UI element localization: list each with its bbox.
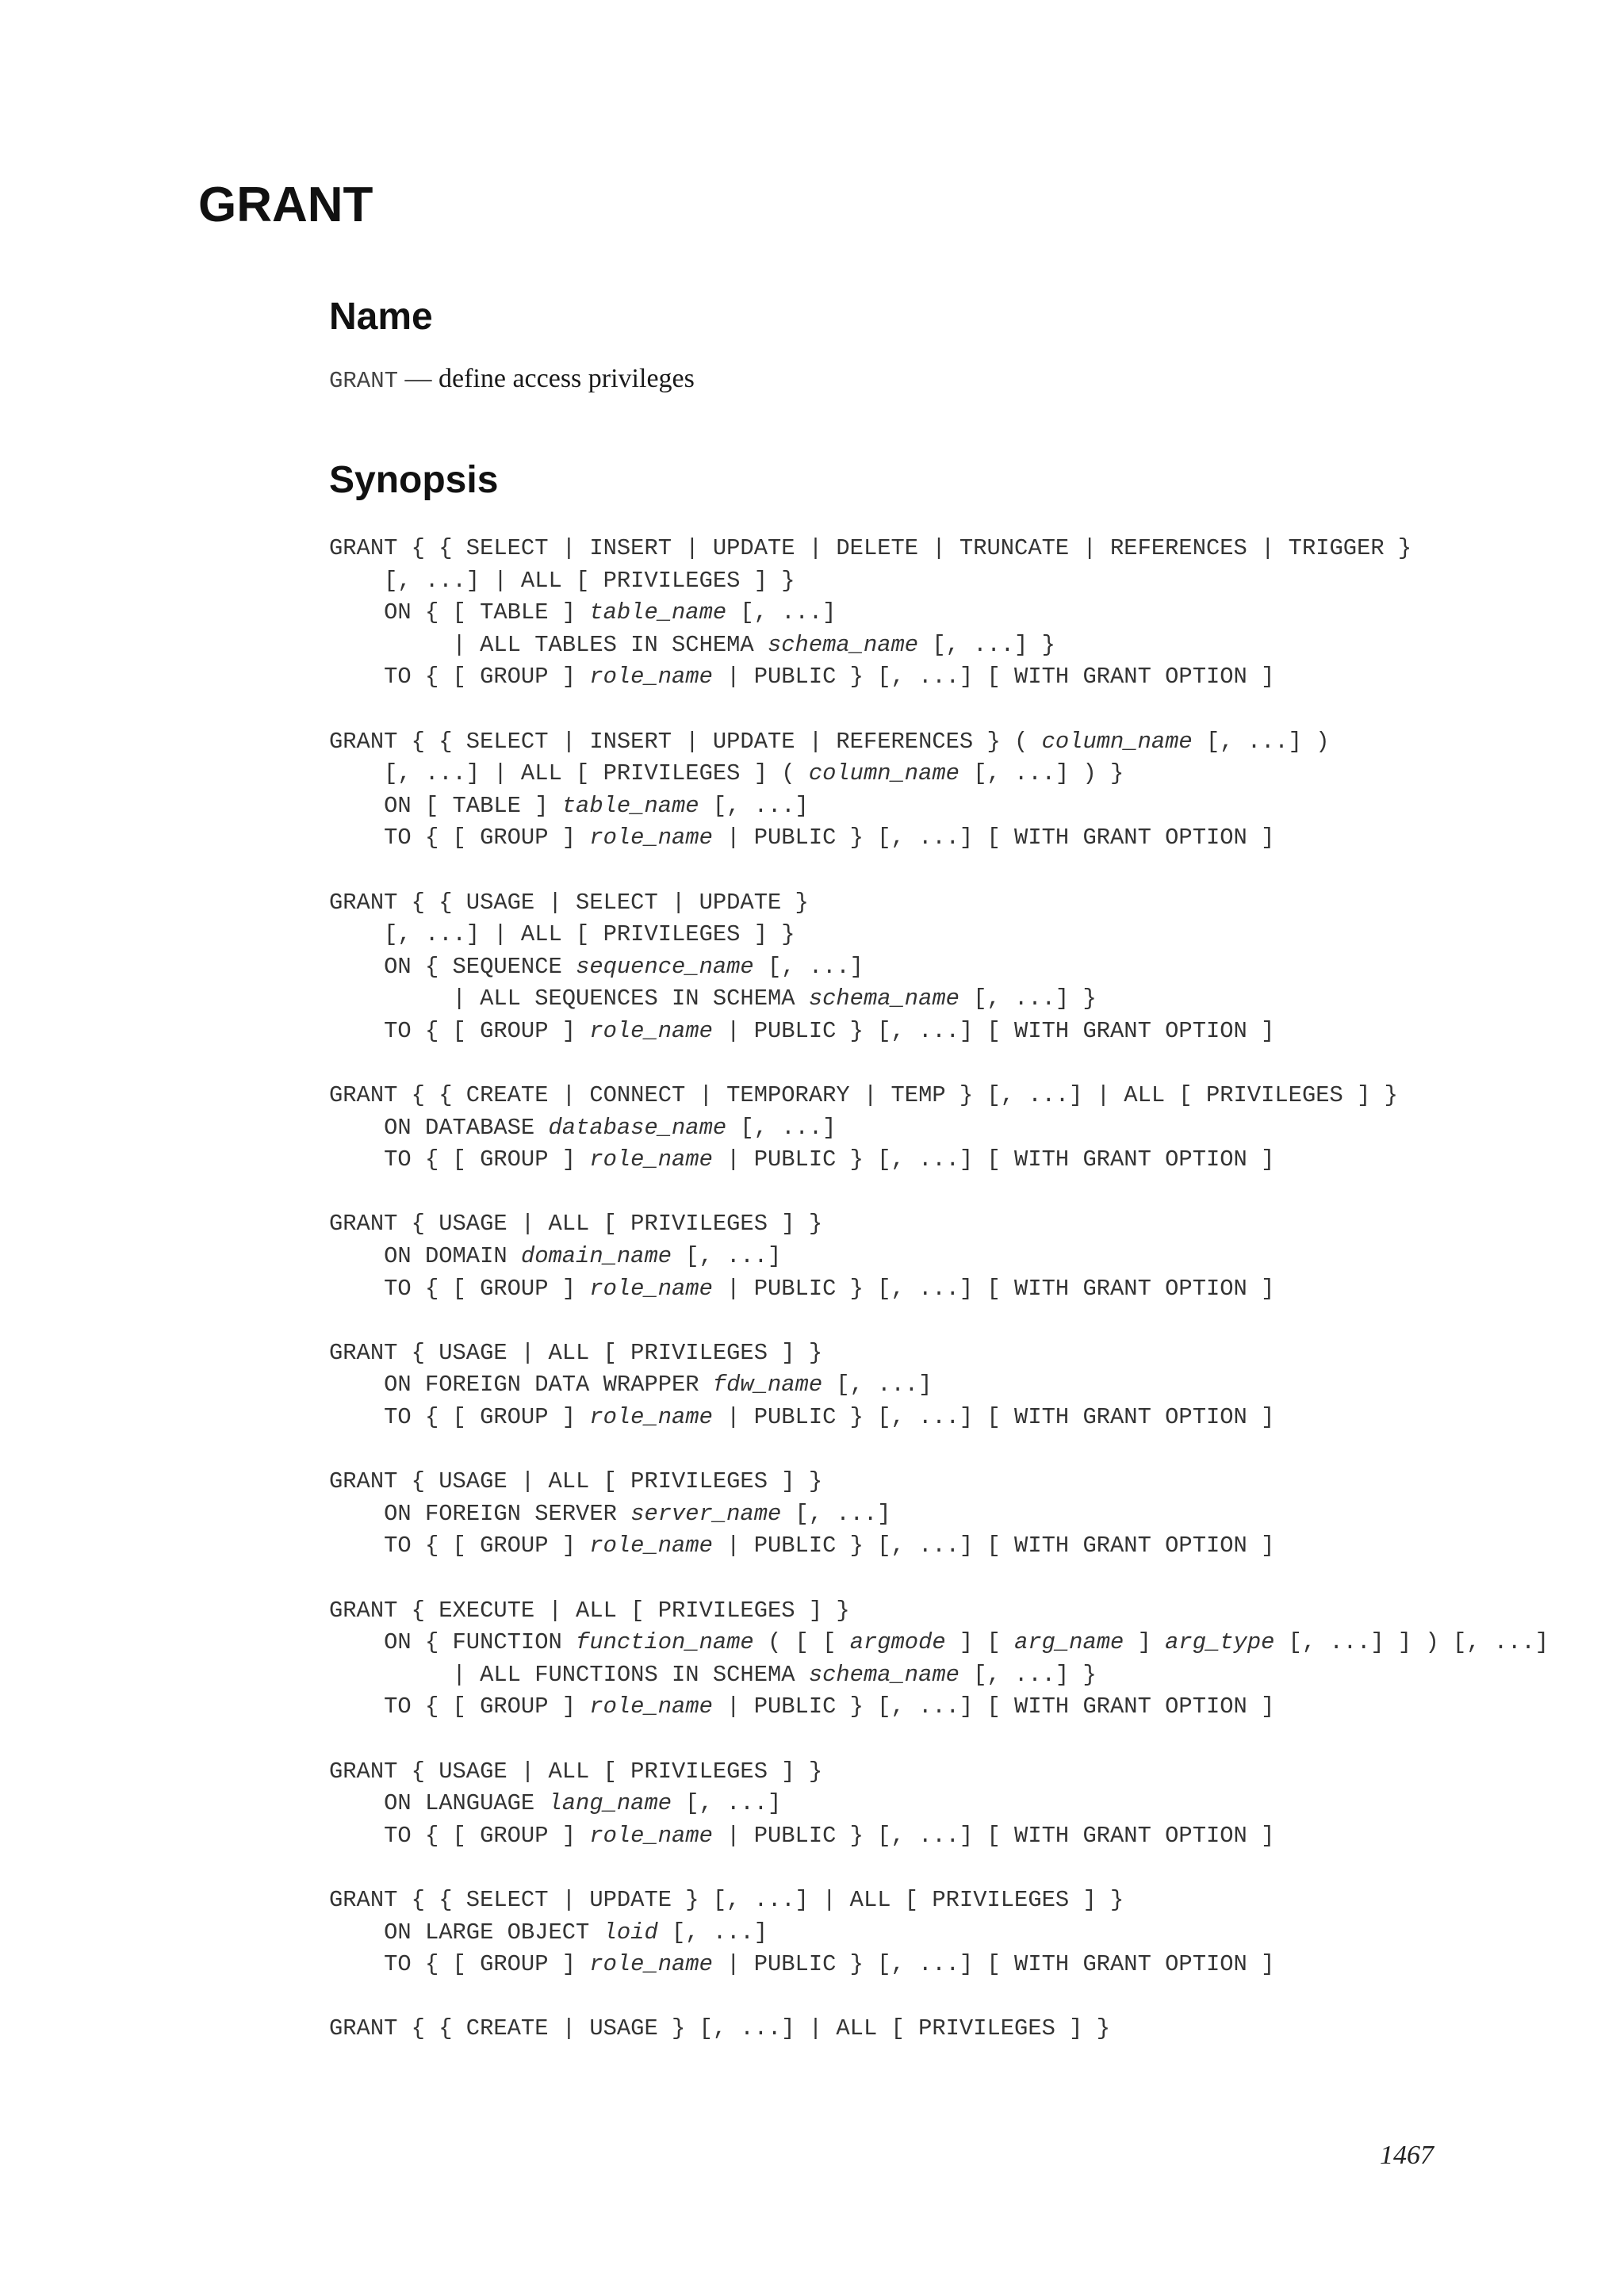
synopsis-text: [, ...]: [822, 1372, 933, 1399]
synopsis-placeholder: role_name: [589, 1146, 713, 1173]
synopsis-text: ON LANGUAGE: [329, 1790, 549, 1817]
synopsis-line: [329, 1498, 1549, 1531]
synopsis-line: [329, 1369, 1549, 1402]
synopsis-line: [329, 1402, 1549, 1434]
synopsis-text: [, ...]: [726, 1114, 837, 1141]
synopsis-line: [329, 597, 1549, 629]
command-name: GRANT: [329, 368, 399, 394]
synopsis-placeholder: table_name: [589, 599, 727, 626]
synopsis-text: ON DOMAIN: [329, 1243, 521, 1270]
synopsis-line: [329, 1595, 1549, 1628]
synopsis-text: [, ...]: [672, 1790, 782, 1817]
synopsis-placeholder: arg_name: [1014, 1629, 1124, 1656]
synopsis-line: [329, 1659, 1549, 1692]
synopsis-placeholder: role_name: [589, 1533, 713, 1559]
synopsis-text: ON { [ TABLE ]: [329, 599, 590, 626]
synopsis-line: [329, 1144, 1549, 1177]
synopsis-placeholder: role_name: [589, 825, 713, 851]
synopsis-text: TO { [ GROUP ]: [329, 664, 590, 691]
synopsis-line: [329, 1112, 1549, 1145]
synopsis-placeholder: loid: [603, 1919, 658, 1946]
synopsis-text: | ALL SEQUENCES IN SCHEMA: [329, 985, 809, 1012]
synopsis-text: TO { [ GROUP ]: [329, 1822, 590, 1849]
synopsis-line: [329, 1273, 1549, 1306]
synopsis-line: [329, 1208, 1549, 1241]
synopsis-text: | PUBLIC } [, ...] [ WITH GRANT OPTION ]: [712, 1146, 1275, 1173]
synopsis-line: [329, 1756, 1549, 1789]
synopsis-text: GRANT { EXECUTE | ALL [ PRIVILEGES ] }: [329, 1597, 850, 1624]
synopsis-text: TO { [ GROUP ]: [329, 825, 590, 851]
synopsis-text: GRANT { USAGE | ALL [ PRIVILEGES ] }: [329, 1339, 823, 1366]
synopsis-blank-line: [329, 1305, 1549, 1337]
synopsis-text: [, ...] }: [959, 985, 1097, 1012]
page-number: 1467: [1380, 2141, 1434, 2170]
synopsis-line: [329, 1820, 1549, 1853]
synopsis-blank-line: [329, 1981, 1549, 2014]
synopsis-blank-line: [329, 1852, 1549, 1885]
synopsis-text: [, ...] | ALL [ PRIVILEGES ] (: [329, 760, 809, 787]
synopsis-placeholder: schema_name: [808, 1661, 959, 1688]
synopsis-placeholder: role_name: [589, 1822, 713, 1849]
synopsis-text: GRANT { USAGE | ALL [ PRIVILEGES ] }: [329, 1468, 823, 1495]
synopsis-text: [, ...] ] ) [, ...]: [1274, 1629, 1549, 1656]
synopsis-line: [329, 726, 1549, 759]
synopsis-placeholder: function_name: [576, 1629, 754, 1656]
synopsis-text: ON FOREIGN DATA WRAPPER: [329, 1372, 713, 1399]
synopsis-line: [329, 1885, 1549, 1917]
synopsis-text: ON { SEQUENCE: [329, 953, 576, 980]
synopsis-text: TO { [ GROUP ]: [329, 1404, 590, 1431]
synopsis-text: [, ...]: [699, 792, 809, 819]
synopsis-text: ON [ TABLE ]: [329, 792, 562, 819]
synopsis-line: [329, 887, 1549, 920]
page-title: GRANT: [198, 178, 373, 232]
synopsis-text: [, ...]: [781, 1500, 891, 1527]
synopsis-blank-line: [329, 1177, 1549, 1209]
synopsis-text: | PUBLIC } [, ...] [ WITH GRANT OPTION ]: [712, 1275, 1275, 1302]
synopsis-line: [329, 951, 1549, 984]
synopsis-text: | ALL TABLES IN SCHEMA: [329, 631, 768, 658]
synopsis-placeholder: lang_name: [548, 1790, 672, 1817]
synopsis-line: [329, 533, 1549, 565]
synopsis-text: ON FOREIGN SERVER: [329, 1500, 631, 1527]
synopsis-placeholder: role_name: [589, 1017, 713, 1044]
synopsis-text: ] [: [945, 1629, 1015, 1656]
synopsis-text: [, ...] }: [959, 1661, 1097, 1688]
command-description: define access privileges: [439, 364, 695, 393]
synopsis-placeholder: fdw_name: [712, 1372, 823, 1399]
synopsis-text: GRANT { { SELECT | INSERT | UPDATE | REFERENCES } (: [329, 728, 1042, 755]
synopsis-line: [329, 1466, 1549, 1498]
synopsis-text: ( [ [: [753, 1629, 850, 1656]
synopsis-line: [329, 1016, 1549, 1048]
synopsis-text: TO { [ GROUP ]: [329, 1275, 590, 1302]
synopsis-line: [329, 565, 1549, 598]
synopsis-text: | ALL FUNCTIONS IN SCHEMA: [329, 1661, 809, 1688]
synopsis-text: [, ...] | ALL [ PRIVILEGES ] }: [329, 567, 795, 594]
synopsis-placeholder: table_name: [561, 792, 699, 819]
synopsis-placeholder: server_name: [630, 1500, 782, 1527]
synopsis-text: ON LARGE OBJECT: [329, 1919, 603, 1946]
synopsis-line: [329, 1917, 1549, 1950]
synopsis-blank-line: [329, 1048, 1549, 1081]
synopsis-text: [, ...] }: [918, 631, 1055, 658]
synopsis-line: [329, 661, 1549, 694]
synopsis-text: TO { [ GROUP ]: [329, 1017, 590, 1044]
synopsis-placeholder: sequence_name: [576, 953, 754, 980]
synopsis-text: | PUBLIC } [, ...] [ WITH GRANT OPTION ]: [712, 1533, 1275, 1559]
synopsis-text: | PUBLIC } [, ...] [ WITH GRANT OPTION ]: [712, 825, 1275, 851]
synopsis-text: TO { [ GROUP ]: [329, 1533, 590, 1559]
synopsis-text: [, ...]: [726, 599, 837, 626]
synopsis-placeholder: schema_name: [768, 631, 919, 658]
synopsis-blank-line: [329, 1563, 1549, 1595]
synopsis-line: [329, 1080, 1549, 1112]
synopsis-blank-line: [329, 694, 1549, 726]
name-line: [329, 363, 695, 396]
synopsis-line: [329, 790, 1549, 823]
synopsis-text: GRANT { { CREATE | CONNECT | TEMPORARY | TEMP } [, ...] | ALL [ PRIVILEGES ] }: [329, 1082, 1398, 1109]
synopsis-text: GRANT { { USAGE | SELECT | UPDATE }: [329, 889, 809, 916]
synopsis-text: | PUBLIC } [, ...] [ WITH GRANT OPTION ]: [712, 664, 1275, 691]
synopsis-text: TO { [ GROUP ]: [329, 1146, 590, 1173]
synopsis-placeholder: role_name: [589, 1404, 713, 1431]
synopsis-line: [329, 983, 1549, 1016]
name-separator: —: [398, 364, 439, 393]
synopsis-placeholder: domain_name: [520, 1243, 672, 1270]
synopsis-placeholder: argmode: [849, 1629, 946, 1656]
synopsis-line: [329, 758, 1549, 790]
synopsis-line: [329, 629, 1549, 662]
synopsis-line: [329, 822, 1549, 855]
synopsis-text: [, ...] ): [1192, 728, 1330, 755]
synopsis-placeholder: column_name: [808, 760, 959, 787]
synopsis-blank-line: [329, 1434, 1549, 1467]
synopsis-line: [329, 1788, 1549, 1820]
synopsis-placeholder: database_name: [548, 1114, 727, 1141]
synopsis-text: [, ...]: [672, 1243, 782, 1270]
synopsis-text: [, ...] ) }: [959, 760, 1124, 787]
synopsis-placeholder: role_name: [589, 1693, 713, 1720]
synopsis-placeholder: schema_name: [808, 985, 959, 1012]
synopsis-text: ]: [1124, 1629, 1166, 1656]
name-section-heading: Name: [329, 296, 433, 338]
synopsis-text: | PUBLIC } [, ...] [ WITH GRANT OPTION ]: [712, 1693, 1275, 1720]
synopsis-line: [329, 919, 1549, 951]
synopsis-text: TO { [ GROUP ]: [329, 1951, 590, 1978]
synopsis-text: | PUBLIC } [, ...] [ WITH GRANT OPTION ]: [712, 1017, 1275, 1044]
synopsis-placeholder: column_name: [1041, 728, 1193, 755]
synopsis-line: [329, 1691, 1549, 1724]
synopsis-text: GRANT { { SELECT | INSERT | UPDATE | DELETE | TRUNCATE | REFERENCES | TRIGGER }: [329, 535, 1412, 561]
synopsis-placeholder: role_name: [589, 664, 713, 691]
synopsis-text: | PUBLIC } [, ...] [ WITH GRANT OPTION ]: [712, 1404, 1275, 1431]
synopsis-text: [, ...] | ALL [ PRIVILEGES ] }: [329, 921, 795, 948]
synopsis-line: [329, 2013, 1549, 2045]
synopsis-text: TO { [ GROUP ]: [329, 1693, 590, 1720]
synopsis-placeholder: role_name: [589, 1951, 713, 1978]
synopsis-text: GRANT { { CREATE | USAGE } [, ...] | ALL [ PRIVILEGES ] }: [329, 2015, 1111, 2042]
synopsis-text: GRANT { { SELECT | UPDATE } [, ...] | ALL [ PRIVILEGES ] }: [329, 1886, 1124, 1913]
synopsis-text: GRANT { USAGE | ALL [ PRIVILEGES ] }: [329, 1758, 823, 1785]
synopsis-code-block: [329, 533, 1549, 2045]
synopsis-blank-line: [329, 1724, 1549, 1756]
synopsis-text: | PUBLIC } [, ...] [ WITH GRANT OPTION ]: [712, 1951, 1275, 1978]
synopsis-blank-line: [329, 855, 1549, 887]
synopsis-text: [, ...]: [753, 953, 864, 980]
synopsis-line: [329, 1241, 1549, 1273]
synopsis-line: [329, 1337, 1549, 1370]
synopsis-placeholder: role_name: [589, 1275, 713, 1302]
synopsis-text: ON DATABASE: [329, 1114, 549, 1141]
synopsis-text: ON { FUNCTION: [329, 1629, 576, 1656]
synopsis-text: GRANT { USAGE | ALL [ PRIVILEGES ] }: [329, 1211, 823, 1238]
synopsis-section-heading: Synopsis: [329, 459, 499, 501]
synopsis-line: [329, 1627, 1549, 1659]
synopsis-text: | PUBLIC } [, ...] [ WITH GRANT OPTION ]: [712, 1822, 1275, 1849]
synopsis-line: [329, 1949, 1549, 1981]
synopsis-line: [329, 1530, 1549, 1563]
synopsis-text: [, ...]: [657, 1919, 768, 1946]
synopsis-placeholder: arg_type: [1165, 1629, 1275, 1656]
